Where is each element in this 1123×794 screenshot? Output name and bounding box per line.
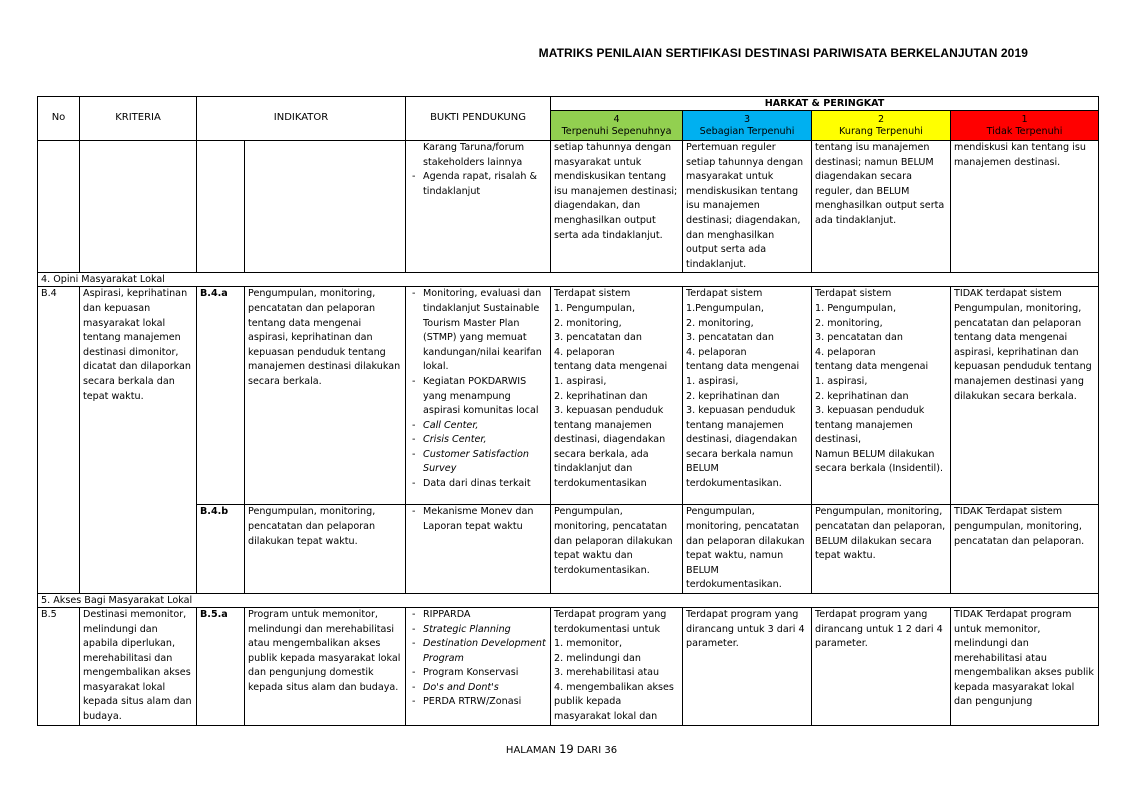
page-footer — [0, 742, 1123, 756]
level-line: 4. pelaporan — [554, 346, 615, 358]
cell-level-1: TIDAK terdapat sistem Pengumpulan, monitoring, pencatatan dan pelaporan tentang data mengenai aspirasi, keprihatinan dan kepuasan penduduk tentang manajemen destinasi yang dilakukan secara berkala. — [951, 287, 1099, 505]
cell-code: B.4.a — [197, 287, 245, 505]
level-line: 1. memonitor, — [554, 638, 623, 650]
cell-level-2: tentang isu manajemen destinasi; namun BELUM diagendakan secara reguler, dan BELUM menghasilkan output serta ada tindaklanjut. — [812, 141, 951, 273]
bukti-item: - Monitoring, evaluasi dan tindaklanjut Sustainable Tourism Master Plan (STMP) yang memuat kandungan/nilai kearifan lokal. — [409, 287, 547, 375]
header-row — [38, 97, 1099, 111]
level-3-header — [683, 111, 812, 141]
level-4-header — [551, 111, 683, 141]
level-1-number: 1 — [1021, 113, 1028, 125]
cell-kriteria: Aspirasi, keprihatinan dan kepuasan masyarakat lokal tentang manajemen destinasi dimonitor, dicatat dan dilaporkan secara berkala dan tepat waktu. — [80, 287, 197, 594]
level-line: 1. aspirasi, — [815, 375, 868, 387]
header-no: No — [38, 97, 80, 141]
level-line: tentang data mengenai — [554, 361, 668, 373]
cell-kriteria — [80, 141, 197, 273]
cell-no: B.4 — [38, 287, 80, 594]
footer-page-number: 19 — [559, 742, 574, 756]
bukti-item: - Strategic Planning — [409, 623, 547, 638]
level-line: 2. melindungi dan — [554, 652, 641, 664]
level-line: 4. pelaporan — [815, 346, 876, 358]
cell-bukti — [406, 607, 551, 725]
header-bukti: BUKTI PENDUKUNG — [406, 97, 551, 141]
bukti-item: Karang Taruna/forum stakeholders lainnya — [423, 142, 525, 168]
bukti-item: - Destination Development Program — [409, 637, 547, 666]
level-1-header — [951, 111, 1099, 141]
level-2-label: Kurang Terpenuhi — [839, 125, 923, 137]
cell-level-3: Pertemuan reguler setiap tahunnya dengan masyarakat untuk mendiskusikan tentang isu manajemen destinasi; diagendakan, dan menghasilkan output serta ada tindaklanjut. — [683, 141, 812, 273]
table-row — [38, 141, 1099, 273]
bukti-item: - PERDA RTRW/Zonasi — [409, 695, 547, 710]
cell-indikator — [245, 141, 406, 273]
level-4-number: 4 — [613, 113, 620, 125]
level-line: 3. pencatatan dan — [815, 332, 903, 344]
level-line: 3. merehabilitasi atau — [554, 667, 660, 679]
level-line: Terdapat sistem — [686, 288, 763, 300]
level-line: Terdapat sistem — [815, 288, 892, 300]
level-line: 3. pencatatan dan — [554, 332, 642, 344]
cell-no: B.5 — [38, 607, 80, 725]
cell-bukti — [406, 505, 551, 594]
level-line: Terdapat sistem — [554, 288, 631, 300]
cell-level-3: Pengumpulan, monitoring, pencatatan dan pelaporan dilakukan tepat waktu, namun BELUM terdokumentasikan. — [683, 505, 812, 594]
cell-level-2 — [812, 287, 951, 505]
cell-no — [38, 141, 80, 273]
header-harkat: HARKAT & PERINGKAT — [551, 97, 1099, 111]
cell-bukti — [406, 141, 551, 273]
footer-middle: DARI — [576, 745, 602, 756]
level-3-label: Sebagian Terpenuhi — [699, 125, 795, 137]
bukti-item: - Call Center, — [409, 419, 547, 434]
footer-prefix: HALAMAN — [505, 745, 556, 756]
level-line: 1. aspirasi, — [554, 375, 607, 387]
bukti-item: - Kegiatan POKDARWIS yang menampung aspirasi komunitas local — [409, 375, 547, 419]
table-row — [38, 287, 1099, 505]
level-line: 3. pencatatan dan — [686, 332, 774, 344]
level-line: 1. Pengumpulan, — [554, 302, 636, 314]
level-line: Terdapat program yang terdokumentasi untuk — [554, 608, 667, 635]
level-line: 2. keprihatinan dan — [554, 390, 648, 402]
bukti-item: - Do's and Dont's — [409, 681, 547, 696]
bukti-item: - Agenda rapat, risalah & tindaklanjut — [409, 170, 547, 199]
footer-total-pages: 36 — [604, 745, 618, 756]
level-line: 4. mengembalikan akses publik kepada masyarakat lokal dan — [554, 681, 674, 723]
cell-level-4 — [551, 607, 683, 725]
level-line: 4. pelaporan — [686, 346, 747, 358]
level-line: 1.Pengumpulan, — [686, 302, 764, 314]
cell-level-1: TIDAK Terdapat sistem pengumpulan, monitoring, pencatatan dan pelaporan. — [951, 505, 1099, 594]
bukti-item: - Crisis Center, — [409, 433, 547, 448]
section-title: 5. Akses Bagi Masyarakat Lokal — [38, 593, 1099, 607]
cell-level-2: Pengumpulan, monitoring, pencatatan dan pelaporan, BELUM dilakukan secara tepat waktu. — [812, 505, 951, 594]
cell-level-4: setiap tahunnya dengan masyarakat untuk mendiskusikan tentang isu manajemen destinasi; diagendakan, dan menghasilkan output serta ada tindaklanjut. — [551, 141, 683, 273]
level-line: tentang data mengenai — [686, 361, 800, 373]
level-line: 2. monitoring, — [554, 317, 622, 329]
cell-level-1: TIDAK Terdapat program untuk memonitor, melindungi dan merehabilitasi atau mengembalikan akses publik kepada masyarakat lokal dan pengunjung — [951, 607, 1099, 725]
level-line: tentang data mengenai — [815, 361, 929, 373]
level-line: Namun BELUM dilakukan secara berkala (Insidentil). — [815, 448, 944, 475]
header-indikator: INDIKATOR — [197, 97, 406, 141]
cell-code: B.4.b — [197, 505, 245, 594]
cell-code: B.5.a — [197, 607, 245, 725]
table-row — [38, 607, 1099, 725]
level-line: 2. monitoring, — [815, 317, 883, 329]
section-title: 4. Opini Masyarakat Lokal — [38, 273, 1099, 287]
cell-indikator: Pengumpulan, monitoring, pencatatan dan pelaporan dilakukan tepat waktu. — [245, 505, 406, 594]
level-2-header — [812, 111, 951, 141]
cell-bukti — [406, 287, 551, 505]
table-row — [38, 505, 1099, 594]
level-line: 3. kepuasan penduduk tentang manajemen destinasi, diagendakan secara berkala, ada tindaklanjut dan terdokumentasikan — [554, 405, 666, 490]
cell-level-1: mendiskusi kan tentang isu manajemen destinasi. — [951, 141, 1099, 273]
bukti-item: - Data dari dinas terkait — [409, 477, 547, 492]
cell-level-2: Terdapat program yang dirancang untuk 1 2 dari 4 parameter. — [812, 607, 951, 725]
document-title: MATRIKS PENILAIAN SERTIFIKASI DESTINASI PARIWISATA BERKELANJUTAN 2019 — [538, 46, 1028, 60]
bukti-item: - Program Konservasi — [409, 666, 547, 681]
cell-level-4: Pengumpulan, monitoring, pencatatan dan pelaporan dilakukan tepat waktu dan terdokumentasikan. — [551, 505, 683, 594]
bukti-item: - RIPPARDA — [409, 608, 547, 623]
level-line: 2. monitoring, — [686, 317, 754, 329]
level-4-label: Terpenuhi Sepenuhnya — [561, 125, 672, 137]
assessment-matrix — [37, 96, 1099, 726]
cell-code — [197, 141, 245, 273]
section-row — [38, 593, 1099, 607]
cell-indikator: Pengumpulan, monitoring, pencatatan dan pelaporan tentang data mengenai aspirasi, keprihatinan dan kepuasan penduduk tentang manajemen destinasi dilakukan secara berkala. — [245, 287, 406, 505]
cell-kriteria: Destinasi memonitor, melindungi dan apabila diperlukan, merehabilitasi dan mengembalikan akses masyarakat lokal kepada situs alam dan budaya. — [80, 607, 197, 725]
level-2-number: 2 — [877, 113, 885, 125]
header-kriteria: KRITERIA — [80, 97, 197, 141]
cell-level-3 — [683, 287, 812, 505]
level-line: 3. kepuasan penduduk tentang manajemen destinasi, diagendakan secara berkala namun BELUM terdokumentasikan. — [686, 405, 798, 490]
cell-level-4 — [551, 287, 683, 505]
level-line: 1. Pengumpulan, — [815, 302, 897, 314]
section-row — [38, 273, 1099, 287]
level-line: 3. kepuasan penduduk tentang manajemen destinasi, — [815, 405, 925, 446]
cell-level-3: Terdapat program yang dirancang untuk 3 dari 4 parameter. — [683, 607, 812, 725]
level-1-label: Tidak Terpenuhi — [986, 125, 1063, 137]
cell-indikator: Program untuk memonitor, melindungi dan merehabilitasi atau mengembalikan akses publik kepada masyarakat lokal dan pengunjung domestik kepada situs alam dan budaya. — [245, 607, 406, 725]
level-line: 1. aspirasi, — [686, 375, 739, 387]
level-line: 2. keprihatinan dan — [686, 390, 780, 402]
level-line: 2. keprihatinan dan — [815, 390, 909, 402]
bukti-item: - Customer Satisfaction Survey — [409, 448, 547, 477]
level-3-number: 3 — [743, 113, 751, 125]
bukti-item: - Mekanisme Monev dan Laporan tepat waktu — [409, 505, 547, 534]
